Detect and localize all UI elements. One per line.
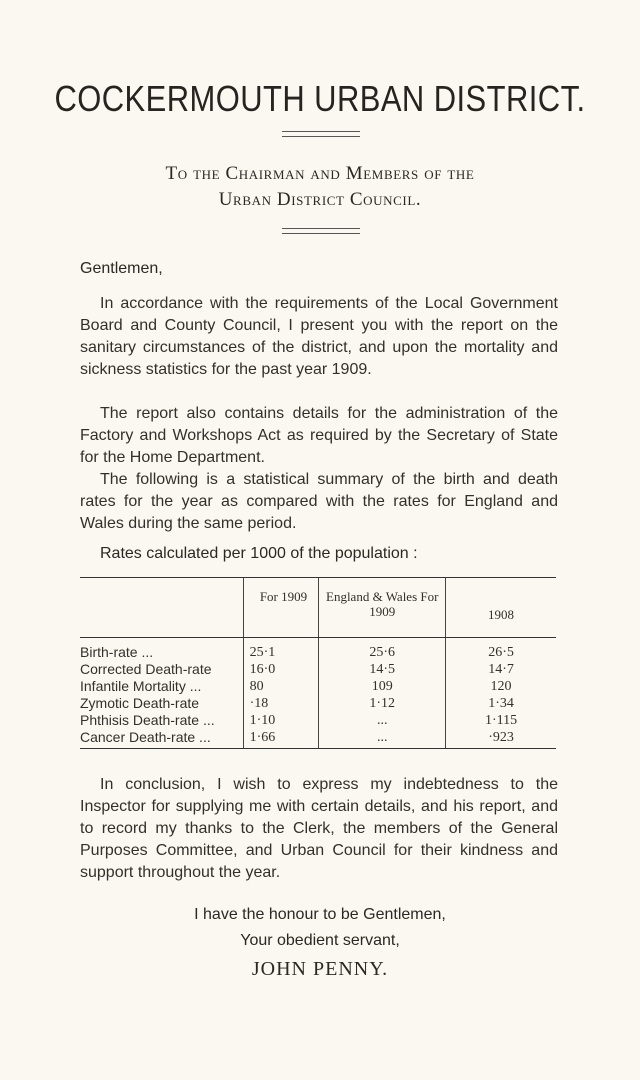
header-england-wales: England & Wales For 1909	[319, 578, 446, 638]
row-label: Corrected Death-rate	[80, 661, 212, 677]
addressee-line-2: Urban District Council.	[218, 189, 422, 210]
value-1908: 120	[490, 679, 512, 694]
value-england-wales: 14·5	[319, 661, 446, 678]
table-row	[80, 638, 556, 662]
closing-line-1: I have the honour to be Gentlemen,	[194, 906, 446, 923]
divider	[282, 228, 360, 229]
value-1909: ·18	[243, 695, 319, 712]
value-1909: 80	[243, 678, 319, 695]
paragraph-intro: In accordance with the requirements of the Local Government Board and County Council, I present you with the report on the sanitary circumstances of the district, and upon the mortality and sickness statistics for the past year 1909.	[80, 295, 558, 378]
divider	[282, 233, 360, 234]
row-label: Zymotic Death-rate	[80, 695, 200, 711]
table-row	[80, 729, 556, 749]
value-england-wales: ...	[319, 729, 446, 749]
divider	[282, 131, 360, 132]
value-1909: 1·10	[243, 712, 319, 729]
signature: JOHN PENNY.	[251, 958, 389, 980]
value-1909: 1·66	[243, 729, 319, 749]
paragraph-summary: The following is a statistical summary of the birth and death rates for the year as compared with the rates for England and Wales during the same period.	[80, 471, 558, 532]
header-1909: For 1909	[243, 578, 319, 638]
header-1908: 1908	[446, 578, 556, 638]
table-row	[80, 678, 556, 695]
value-1908: 26·5	[488, 645, 514, 660]
value-1908: 1·34	[488, 696, 514, 711]
row-label: Cancer Death-rate ...	[80, 729, 243, 749]
table-row	[80, 661, 556, 678]
header-blank	[80, 578, 243, 638]
table-header-row	[80, 578, 556, 638]
table-row	[80, 695, 556, 712]
rates-table	[80, 577, 556, 749]
value-1908: 1·115	[484, 713, 518, 728]
value-england-wales: 1·12	[319, 695, 446, 712]
value-england-wales: ...	[319, 712, 446, 729]
value-1908: ·923	[446, 729, 556, 749]
paragraph-factory-act: The report also contains details for the administration of the Factory and Workshops Act as required by the Secretary of State for the Home Department.	[80, 405, 558, 466]
row-label: Birth-rate ...	[80, 644, 154, 660]
paragraph-conclusion: In conclusion, I wish to express my indebtedness to the Inspector for supplying me with certain details, and his report, and to record my thanks to the Clerk, the members of the General Purposes Committee, and Urban Council for their kindness and support throughout the year.	[80, 776, 558, 881]
row-label: Phthisis Death-rate ...	[80, 712, 215, 728]
salutation: Gentlemen,	[80, 260, 163, 277]
addressee-line-1: To the Chairman and Members of the	[165, 163, 475, 184]
value-1909: 16·0	[243, 661, 319, 678]
divider	[282, 136, 360, 137]
value-england-wales: 25·6	[319, 638, 446, 662]
value-1909: 25·1	[243, 638, 319, 662]
value-england-wales: 109	[319, 678, 446, 695]
closing-line-2: Your obedient servant,	[240, 932, 400, 949]
rates-intro: Rates calculated per 1000 of the population :	[100, 545, 418, 562]
table-row	[80, 712, 556, 729]
value-1908: 14·7	[488, 662, 514, 677]
document-title: COCKERMOUTH URBAN DISTRICT.	[54, 78, 586, 119]
row-label: Infantile Mortality ...	[80, 678, 202, 694]
